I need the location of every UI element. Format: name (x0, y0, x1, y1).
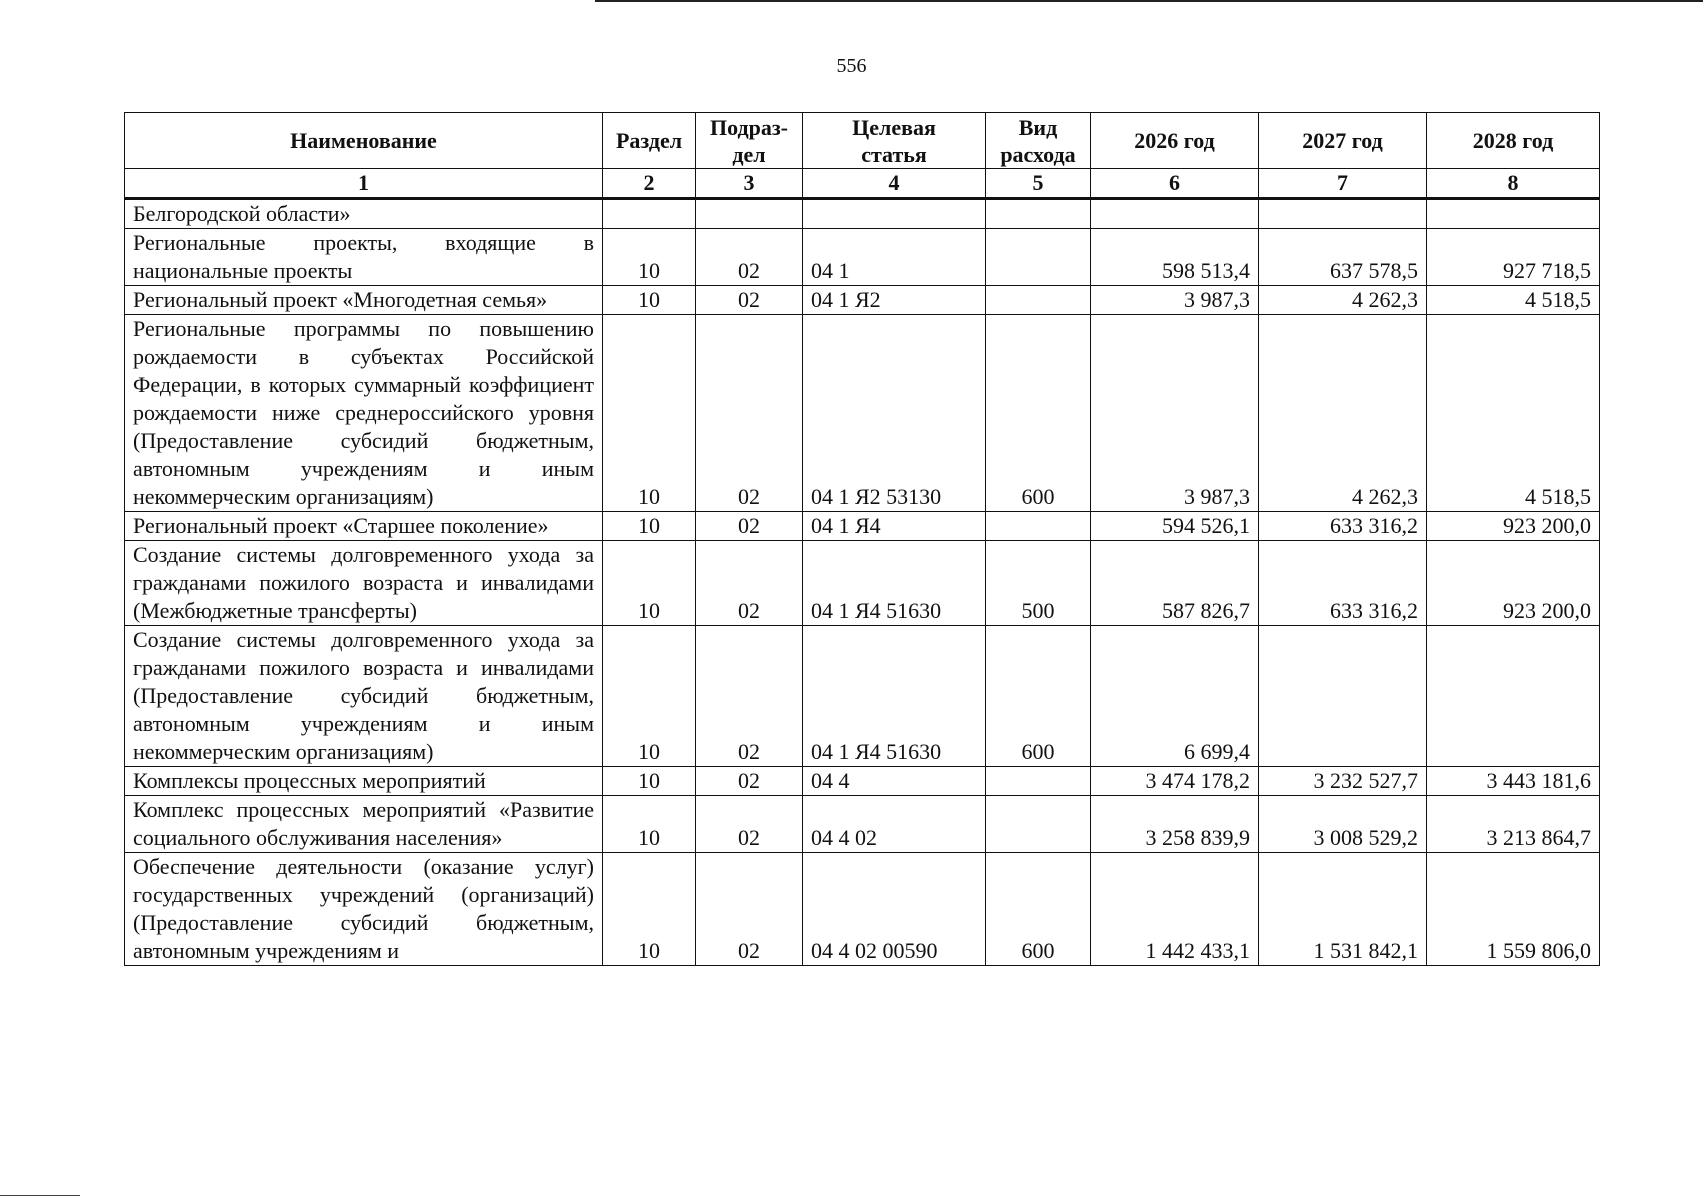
row-name: Региональный проект «Многодетная семья» (125, 286, 603, 315)
table-row (125, 199, 1600, 229)
row-subsection (696, 199, 803, 229)
row-subsection: 02 (696, 541, 803, 626)
row-name: Региональный проект «Старшее поколение» (125, 512, 603, 541)
row-amount-2028: 923 200,0 (1427, 541, 1600, 626)
row-name: Комплексы процессных мероприятий (125, 767, 603, 796)
row-amount-2028: 4 518,5 (1427, 315, 1600, 512)
row-section: 10 (603, 541, 696, 626)
scan-edge-line (595, 0, 1703, 2)
header-year-2026: 2026 год (1091, 113, 1259, 169)
column-number: 3 (696, 169, 803, 199)
row-expense-type: 600 (986, 853, 1091, 966)
row-target-article: 04 4 (803, 767, 986, 796)
table-row (125, 767, 1600, 796)
row-amount-2028: 923 200,0 (1427, 512, 1600, 541)
row-expense-type (986, 199, 1091, 229)
row-amount-2026: 598 513,4 (1091, 229, 1259, 286)
row-target-article: 04 1 Я4 (803, 512, 986, 541)
row-subsection: 02 (696, 229, 803, 286)
row-name: Региональные проекты, входящие в национальные проекты (125, 229, 603, 286)
row-target-article: 04 1 (803, 229, 986, 286)
row-section: 10 (603, 315, 696, 512)
row-subsection: 02 (696, 286, 803, 315)
row-target-article: 04 4 02 00590 (803, 853, 986, 966)
table-row (125, 286, 1600, 315)
row-amount-2028: 3 213 864,7 (1427, 796, 1600, 853)
page-number: 556 (836, 55, 867, 77)
budget-table (124, 112, 1600, 966)
row-amount-2027: 633 316,2 (1259, 512, 1427, 541)
row-amount-2027: 3 008 529,2 (1259, 796, 1427, 853)
row-name: Белгородской области» (125, 199, 603, 229)
header-name: Наименование (125, 113, 603, 169)
header-subsection: Подраз- дел (696, 113, 803, 169)
row-subsection: 02 (696, 796, 803, 853)
row-subsection: 02 (696, 315, 803, 512)
table-row (125, 853, 1600, 966)
header-expense-type: Вид расхода (986, 113, 1091, 169)
column-number: 1 (125, 169, 603, 199)
row-target-article: 04 1 Я4 51630 (803, 626, 986, 767)
row-expense-type (986, 229, 1091, 286)
row-expense-type (986, 512, 1091, 541)
table-row (125, 512, 1600, 541)
row-amount-2028 (1427, 626, 1600, 767)
row-amount-2027: 637 578,5 (1259, 229, 1427, 286)
row-subsection: 02 (696, 512, 803, 541)
header-year-2027: 2027 год (1259, 113, 1427, 169)
row-target-article: 04 4 02 (803, 796, 986, 853)
row-section (603, 199, 696, 229)
row-amount-2026 (1091, 199, 1259, 229)
row-amount-2027: 1 531 842,1 (1259, 853, 1427, 966)
row-target-article: 04 1 Я2 (803, 286, 986, 315)
row-target-article: 04 1 Я2 53130 (803, 315, 986, 512)
row-expense-type (986, 286, 1091, 315)
row-amount-2027: 633 316,2 (1259, 541, 1427, 626)
table-row (125, 541, 1600, 626)
row-amount-2028: 3 443 181,6 (1427, 767, 1600, 796)
row-section: 10 (603, 796, 696, 853)
table-row (125, 315, 1600, 512)
scan-edge-line (0, 1195, 80, 1196)
row-name: Обеспечение деятельности (оказание услуг) государственных учреждений (организаций) (Предоставление субсидий бюджетным, автономным учреждениям и (125, 853, 603, 966)
column-number: 2 (603, 169, 696, 199)
header-section: Раздел (603, 113, 696, 169)
row-amount-2026: 1 442 433,1 (1091, 853, 1259, 966)
row-target-article: 04 1 Я4 51630 (803, 541, 986, 626)
row-subsection: 02 (696, 767, 803, 796)
table-row (125, 229, 1600, 286)
row-amount-2027 (1259, 199, 1427, 229)
header-target-article: Целевая статья (803, 113, 986, 169)
row-name: Региональные программы по повышению рождаемости в субъектах Российской Федерации, в которых суммарный коэффициент рождаемости ниже среднероссийского уровня (Предоставление субсидий бюджетным, автономным учреждениям и иным некоммерческим организациям) (125, 315, 603, 512)
row-amount-2026: 594 526,1 (1091, 512, 1259, 541)
row-subsection: 02 (696, 853, 803, 966)
row-amount-2028: 4 518,5 (1427, 286, 1600, 315)
column-number-row (125, 169, 1600, 199)
row-amount-2026: 3 987,3 (1091, 315, 1259, 512)
row-expense-type (986, 767, 1091, 796)
row-name: Создание системы долговременного ухода за гражданами пожилого возраста и инвалидами (Предоставление субсидий бюджетным, автономным учреждениям и иным некоммерческим организациям) (125, 626, 603, 767)
row-amount-2026: 3 474 178,2 (1091, 767, 1259, 796)
row-amount-2028 (1427, 199, 1600, 229)
row-amount-2027: 4 262,3 (1259, 286, 1427, 315)
row-section: 10 (603, 512, 696, 541)
column-number: 7 (1259, 169, 1427, 199)
row-amount-2026: 3 258 839,9 (1091, 796, 1259, 853)
row-section: 10 (603, 853, 696, 966)
row-expense-type: 600 (986, 626, 1091, 767)
row-target-article (803, 199, 986, 229)
row-expense-type (986, 796, 1091, 853)
column-number: 4 (803, 169, 986, 199)
row-name: Комплекс процессных мероприятий «Развитие социального обслуживания населения» (125, 796, 603, 853)
row-section: 10 (603, 286, 696, 315)
row-section: 10 (603, 626, 696, 767)
row-expense-type: 600 (986, 315, 1091, 512)
row-amount-2026: 3 987,3 (1091, 286, 1259, 315)
row-section: 10 (603, 767, 696, 796)
table-row (125, 626, 1600, 767)
column-number: 8 (1427, 169, 1600, 199)
row-expense-type: 500 (986, 541, 1091, 626)
row-amount-2026: 587 826,7 (1091, 541, 1259, 626)
row-amount-2027 (1259, 626, 1427, 767)
row-section: 10 (603, 229, 696, 286)
row-amount-2028: 927 718,5 (1427, 229, 1600, 286)
row-amount-2027: 3 232 527,7 (1259, 767, 1427, 796)
header-row (125, 113, 1600, 169)
row-amount-2027: 4 262,3 (1259, 315, 1427, 512)
row-name: Создание системы долговременного ухода за гражданами пожилого возраста и инвалидами (Межбюджетные трансферты) (125, 541, 603, 626)
table-row (125, 796, 1600, 853)
row-amount-2026: 6 699,4 (1091, 626, 1259, 767)
column-number: 6 (1091, 169, 1259, 199)
table-body (125, 199, 1600, 966)
header-year-2028: 2028 год (1427, 113, 1600, 169)
row-amount-2028: 1 559 806,0 (1427, 853, 1600, 966)
row-subsection: 02 (696, 626, 803, 767)
column-number: 5 (986, 169, 1091, 199)
